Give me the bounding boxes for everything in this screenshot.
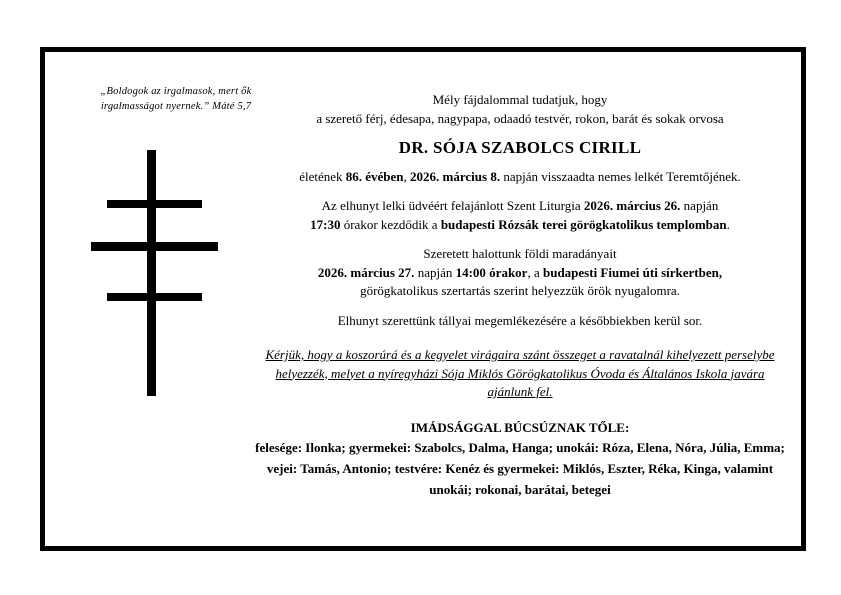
burial-notice: Szeretett halottunk földi maradányait 2026. március 27. napján 14:00 órakor, a budapesti Fiumei úti sírkertben, görögkatolikus szertartás szerint helyezzük örök nyugalomra. [317,246,723,298]
mourners-list: felesége: Ilonka; gyermekei: Szabolcs, Dalma, Hanga; unokái: Róza, Elena, Nóra, Júlia, Emma; vejei: Tamás, Antonio; testvére: Kenéz és gyermekei: Miklós, Eszter, Réka, Kinga, valamint unokái; rokonai, barátai, betegei [255,440,785,497]
cross-bottom-bar [107,293,202,301]
cross-middle-bar [91,242,218,251]
orthodox-cross-icon [89,150,219,400]
death-notice: életének 86. évében, 2026. március 8. napján visszaadta nemes lelkét Teremtőjének. [299,168,741,184]
memorial-notice: Elhunyt szerettünk tállyai megemlékezésére a későbbiekben kerül sor. [337,312,703,328]
bible-quote [81,84,271,114]
farewell-title: IMÁDSÁGGAL BÚCSÚZNAK TŐLE: [410,419,630,435]
bible-quote-line-2: irgalmasságot nyernek.” Máté 5,7 [100,101,252,112]
bible-quote-line-1: „Boldogok az irgalmasok, mert ők [100,86,252,97]
deceased-name: DR. SÓJA SZABOLCS CIRILL [398,138,642,157]
cross-top-bar [107,200,202,208]
liturgy-notice: Az elhunyt lelki üdvéért felajánlott Szent Liturgia 2026. március 26. napján 17:30 órakor kezdődik a budapesti Rózsák terei görögkatolikus templomban. [310,198,730,232]
intro-line-1: Mély fájdalommal tudatjuk, hogy [432,92,608,107]
intro-line-2: a szerető férj, édesapa, nagypapa, odaadó testvér, rokon, barát és sokak orvosa [316,110,724,126]
cross-vertical-bar [147,150,156,396]
donation-request: Kérjük, hogy a koszorúrá és a kegyelet virágaira szánt összeget a ravatalnál kihelyezett perselybe helyezzék, melyet a nyíregyházi Sója Miklós Görögkatolikus Óvoda és Általános Iskola javára ajánlunk fel. [265,347,775,399]
obituary-frame [40,47,806,551]
obituary-text [245,91,795,500]
